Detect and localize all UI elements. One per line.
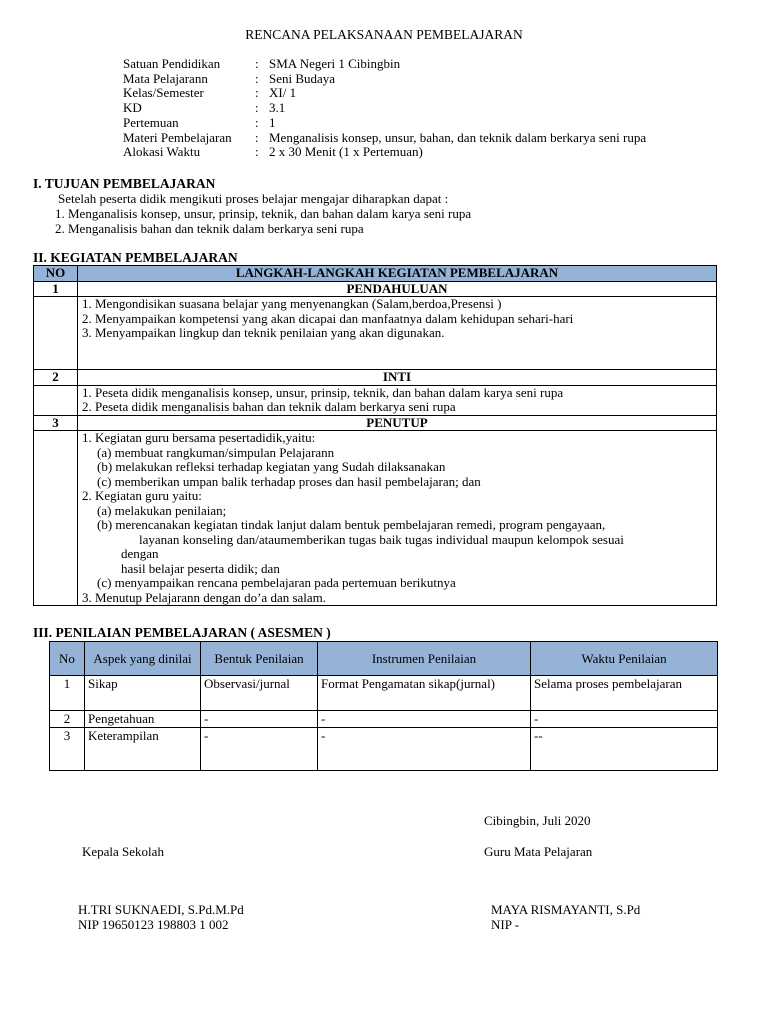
info-key: Mata Pelajarann [123, 70, 208, 86]
info-row-materi [123, 131, 646, 146]
info-value: 1 [269, 114, 276, 130]
cell-no: 3 [50, 728, 85, 771]
document-title: RENCANA PELAKSANAAN PEMBELAJARAN [245, 27, 523, 42]
signature-right-role: Guru Mata Pelajaran [484, 844, 593, 859]
info-separator: : [255, 100, 259, 116]
info-row-alokasi [123, 145, 646, 160]
phase-number: 3 [34, 415, 78, 431]
phase-row-pendahuluan [34, 281, 717, 297]
cell-aspek: Sikap [85, 676, 201, 711]
col-header-no: No [50, 642, 85, 676]
info-key: Pertemuan [123, 114, 179, 130]
info-row-kd [123, 101, 646, 116]
phase-row-penutup [34, 415, 717, 431]
table-header-row [34, 266, 717, 282]
info-row-kelas [123, 86, 646, 101]
info-separator: : [255, 70, 259, 86]
info-value: Menganalisis konsep, unsur, bahan, dan teknik dalam berkarya seni rupa [269, 129, 647, 145]
info-row-satuan [123, 57, 646, 72]
step-line: (b) melakukan refleksi terhadap kegiatan yang Sudah dilaksanakan [97, 459, 446, 474]
phase-name: INTI [78, 370, 717, 386]
section-heading-penilaian: III. PENILAIAN PEMBELAJARAN ( ASESMEN ) [33, 625, 331, 640]
info-separator: : [255, 85, 259, 101]
info-separator: : [255, 114, 259, 130]
phase-steps [78, 385, 717, 415]
phase-number: 2 [34, 370, 78, 386]
col-header-waktu: Waktu Penilaian [531, 642, 718, 676]
info-value: SMA Negeri 1 Cibingbin [269, 56, 401, 71]
cell-bentuk: Observasi/jurnal [201, 676, 318, 711]
info-key: Alokasi Waktu [123, 144, 201, 160]
info-separator: : [255, 129, 259, 145]
phase-number: 1 [34, 281, 78, 297]
cell-instrumen: Format Pengamatan sikap(jurnal) [318, 676, 531, 711]
step-line: 2. Peseta didik menganalisis bahan dan teknik dalam berkarya seni rupa [82, 399, 456, 414]
step-line: 1. Peseta didik menganalisis konsep, unsur, prinsip, teknik, dan bahan dalam karya seni rupa [82, 384, 564, 400]
cell-waktu: Selama proses pembelajaran [531, 676, 718, 711]
phase-steps [78, 297, 717, 370]
signature-place-date: Cibingbin, Juli 2020 [484, 813, 591, 828]
tujuan-item: 1. Menganalisis konsep, unsur, prinsip, teknik, dan bahan dalam karya seni rupa [55, 206, 472, 221]
info-key: Satuan Pendidikan [123, 56, 221, 71]
phase-content-pendahuluan [34, 297, 717, 370]
phase-name: PENUTUP [78, 415, 717, 431]
info-key: Materi Pembelajaran [123, 129, 232, 145]
info-row-mapel [123, 72, 646, 87]
signature-right-name: MAYA RISMAYANTI, S.Pd [491, 902, 641, 917]
signature-left-role: Kepala Sekolah [82, 844, 164, 859]
info-separator: : [255, 144, 259, 160]
signature-left-nip: NIP 19650123 198803 1 002 [78, 917, 229, 932]
signature-right-nip: NIP - [491, 917, 520, 932]
phase-name: PENDAHULUAN [78, 281, 717, 297]
step-line: (a) melakukan penilaian; [97, 502, 227, 518]
col-header-instrumen: Instrumen Penilaian [318, 642, 531, 676]
section-heading-tujuan: I. TUJUAN PEMBELAJARAN [33, 176, 216, 191]
col-header-aspek: Aspek yang dinilai [85, 642, 201, 676]
step-line: 3. Menyampaikan lingkup dan teknik penilaian yang akan digunakan. [82, 325, 445, 340]
tujuan-item: 2. Menganalisis bahan dan teknik dalam berkarya seni rupa [55, 221, 364, 236]
col-header-steps: LANGKAH-LANGKAH KEGIATAN PEMBELAJARAN [78, 266, 717, 282]
info-key: Kelas/Semester [123, 85, 204, 101]
cell-waktu: - [531, 711, 718, 728]
step-line: 1. Mengondisikan suasana belajar yang menyenangkan (Salam,berdoa,Presensi ) [82, 296, 502, 311]
info-value: 3.1 [269, 100, 286, 116]
info-value: Seni Budaya [269, 70, 336, 86]
step-line: dengan [121, 546, 159, 561]
info-value: XI/ 1 [269, 85, 297, 101]
table-header-row [50, 642, 718, 676]
tujuan-intro: Setelah peserta didik mengikuti proses belajar mengajar diharapkan dapat : [58, 191, 449, 206]
phase-steps [78, 431, 717, 606]
step-line: (a) membuat rangkuman/simpulan Pelajarann [97, 444, 335, 460]
step-line: 1. Kegiatan guru bersama pesertadidik,yaitu: [82, 430, 316, 445]
cell-no: 2 [50, 711, 85, 728]
table-row [50, 728, 718, 771]
cell-aspek: Keterampilan [85, 728, 201, 771]
cell-aspek: Pengetahuan [85, 711, 201, 728]
step-line: 2. Kegiatan guru yaitu: [82, 488, 202, 503]
cell-no: 1 [50, 676, 85, 711]
step-line: hasil belajar peserta didik; dan [121, 560, 280, 576]
penilaian-table [49, 641, 718, 771]
identity-block [123, 57, 646, 160]
step-line: (c) memberikan umpan balik terhadap proses dan hasil pembelajaran; dan [97, 473, 481, 489]
cell-waktu: -- [531, 728, 718, 771]
cell-bentuk: - [201, 711, 318, 728]
table-row [50, 711, 718, 728]
info-value: 2 x 30 Menit (1 x Pertemuan) [269, 144, 423, 160]
step-line: 3. Menutup Pelajarann dengan do’a dan salam. [82, 589, 327, 605]
phase-content-inti [34, 385, 717, 415]
col-header-no: NO [34, 266, 78, 282]
step-line: layanan konseling dan/ataumemberikan tugas baik tugas individual maupun kelompok sesuai [139, 531, 624, 547]
info-separator: : [255, 56, 259, 71]
kegiatan-table [33, 265, 717, 606]
section-heading-kegiatan: II. KEGIATAN PEMBELAJARAN [33, 250, 238, 265]
phase-content-penutup [34, 431, 717, 606]
cell-instrumen: - [318, 711, 531, 728]
col-header-bentuk: Bentuk Penilaian [201, 642, 318, 676]
step-line: (b) merencanakan kegiatan tindak lanjut dalam bentuk pembelajaran remedi, program pengayaan, [97, 517, 606, 532]
phase-row-inti [34, 370, 717, 386]
step-line: (c) menyampaikan rencana pembelajaran pada pertemuan berikutnya [97, 575, 456, 590]
info-key: KD [123, 100, 142, 116]
info-row-pertemuan [123, 116, 646, 131]
step-line: 2. Menyampaikan kompetensi yang akan dicapai dan manfaatnya dalam kehidupan sehari-hari [82, 310, 574, 326]
table-row [50, 676, 718, 711]
cell-bentuk: - [201, 728, 318, 771]
cell-instrumen: - [318, 728, 531, 771]
signature-left-name: H.TRI SUKNAEDI, S.Pd.M.Pd [78, 902, 244, 917]
